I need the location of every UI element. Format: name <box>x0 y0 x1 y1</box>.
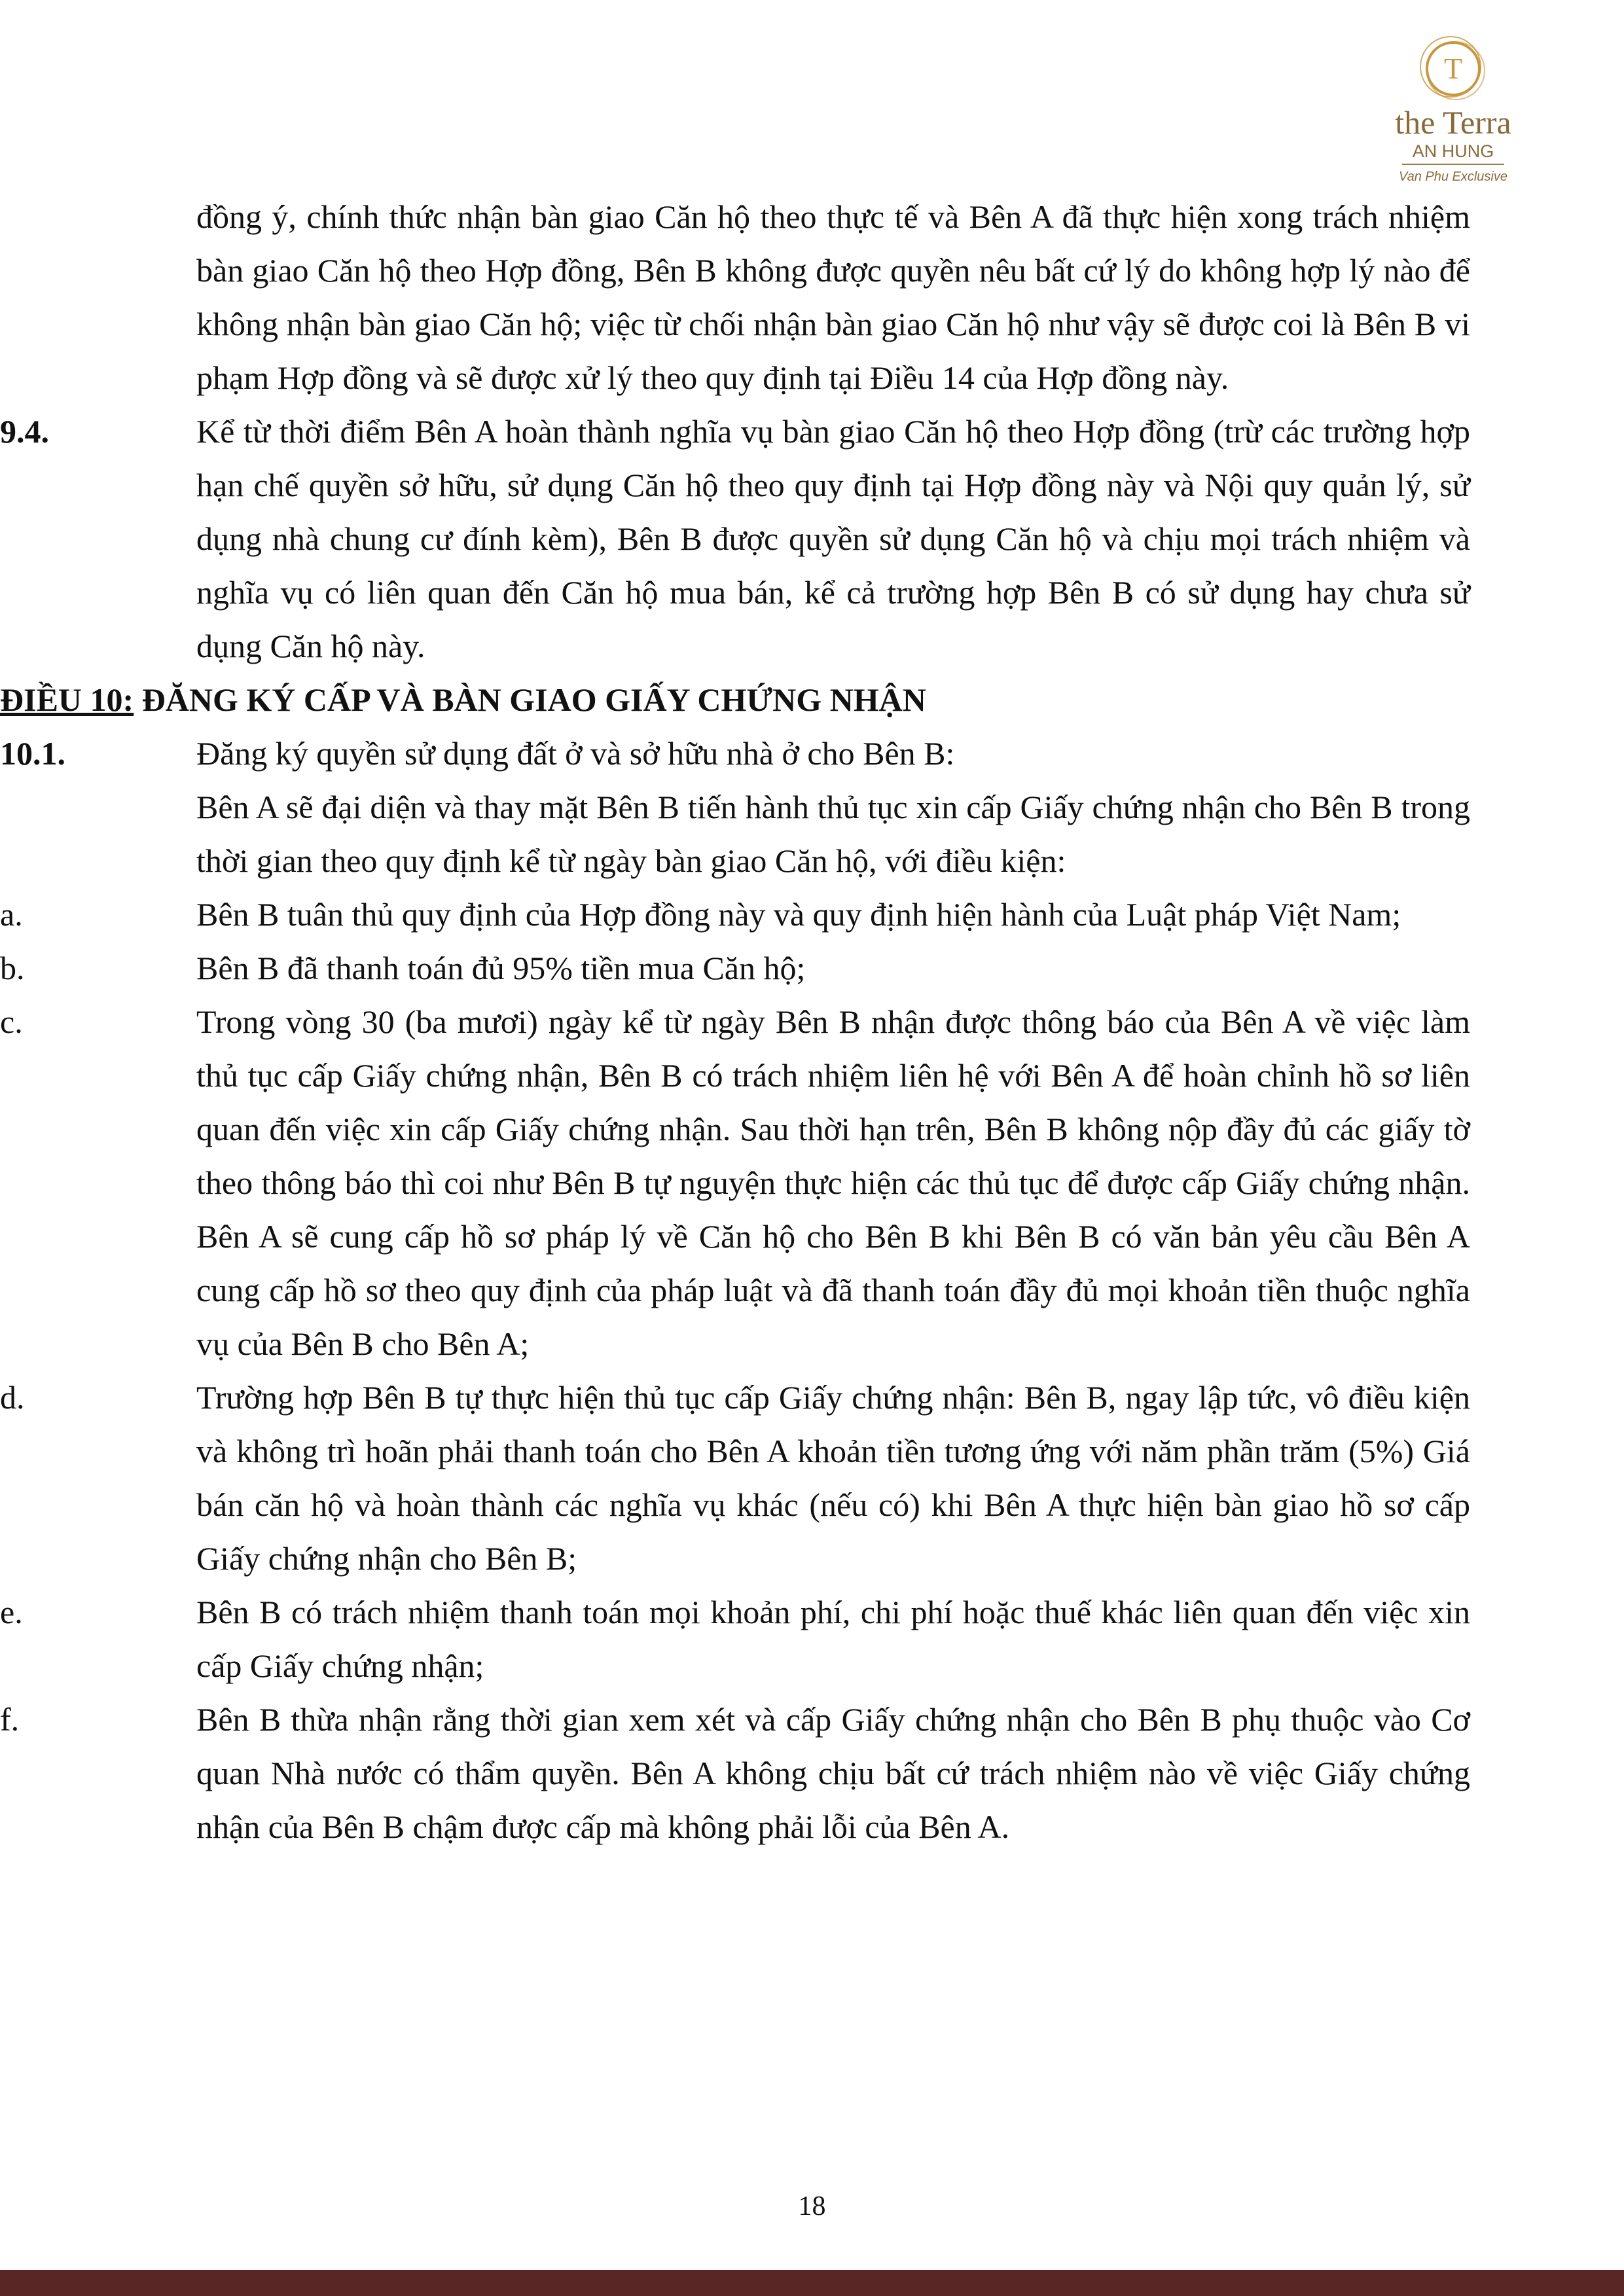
logo-tagline: Van Phu Exclusive <box>1398 170 1507 184</box>
list-item-label: f. <box>0 1701 20 1738</box>
clause-9-4 <box>0 404 1470 673</box>
list-item <box>0 1693 1470 1854</box>
continuation-paragraph: đồng ý, chính thức nhận bàn giao Căn hộ theo thực tế và Bên A đã thực hiện xong trách nhiệm bàn giao Căn hộ theo Hợp đồng, Bên B không được quyền nêu bất cứ lý do không hợp lý nào để không nhận bàn giao Căn hộ; việc từ chối nhận bàn giao Căn hộ như vậy sẽ được coi là Bên B vi phạm Hợp đồng và sẽ được xử lý theo quy định tại Điều 14 của Hợp đồng này. <box>196 198 1470 396</box>
list-item-label: b. <box>0 950 25 986</box>
list-item-text: Bên B tuân thủ quy định của Hợp đồng này và quy định hiện hành của Luật pháp Việt Nam; <box>196 896 1401 933</box>
article-heading <box>0 673 1470 726</box>
list-item <box>0 888 1470 941</box>
list-item <box>0 1585 1470 1693</box>
clause-number: 10.1. <box>0 735 65 772</box>
list-item-label: a. <box>0 896 23 933</box>
list-item-text: Trường hợp Bên B tự thực hiện thủ tục cấp Giấy chứng nhận: Bên B, ngay lập tức, vô điều kiện và không trì hoãn phải thanh toán cho Bên A khoản tiền tương ứng với năm phần trăm (5%) Giá bán căn hộ và hoàn thành các nghĩa vụ khác (nếu có) khi Bên A thực hiện bàn giao hồ sơ cấp Giấy chứng nhận cho Bên B; <box>196 1379 1470 1577</box>
clause-text: Kể từ thời điểm Bên A hoàn thành nghĩa vụ bàn giao Căn hộ theo Hợp đồng (trừ các trường hợp hạn chế quyền sở hữu, sử dụng Căn hộ theo quy định tại Hợp đồng này và Nội quy quản lý, sử dụng nhà chung cư đính kèm), Bên B được quyền sử dụng Căn hộ và chịu mọi trách nhiệm và nghĩa vụ có liên quan đến Căn hộ mua bán, kể cả trường hợp Bên B có sử dụng hay chưa sử dụng Căn hộ này. <box>196 413 1470 664</box>
list-item <box>0 995 1470 1371</box>
logo-subtitle: AN HUNG <box>1412 141 1494 161</box>
list-item-label: c. <box>0 1003 23 1040</box>
clause-10-1 <box>0 726 1470 780</box>
clause-10-1-intro: Bên A sẽ đại diện và thay mặt Bên B tiến hành thủ tục xin cấp Giấy chứng nhận cho Bên B trong thời gian theo quy định kể từ ngày bàn giao Căn hộ, với điều kiện: <box>196 789 1470 879</box>
list-item <box>0 1371 1470 1585</box>
document-body <box>0 190 1470 1854</box>
article-label: ĐIỀU 10: <box>0 681 134 718</box>
list-item-text: Bên B có trách nhiệm thanh toán mọi khoản phí, chi phí hoặc thuế khác liên quan đến việc xin cấp Giấy chứng nhận; <box>196 1594 1470 1684</box>
list-item <box>0 941 1470 995</box>
clause-title: Đăng ký quyền sử dụng đất ở và sở hữu nhà ở cho Bên B: <box>196 735 955 772</box>
logo-divider <box>1402 164 1504 165</box>
logo-name: the Terra <box>1395 104 1511 141</box>
list-item-text: Bên B thừa nhận rằng thời gian xem xét và cấp Giấy chứng nhận cho Bên B phụ thuộc vào Cơ quan Nhà nước có thẩm quyền. Bên A không chịu bất cứ trách nhiệm nào về việc Giấy chứng nhận của Bên B chậm được cấp mà không phải lỗi của Bên A. <box>196 1701 1470 1845</box>
brand-logo <box>1375 33 1532 190</box>
logo-emblem-icon <box>1407 33 1499 111</box>
logo-monogram: T <box>1443 52 1463 85</box>
page-number: 18 <box>798 2191 826 2221</box>
footer-bar <box>0 2270 1624 2296</box>
clause-number: 9.4. <box>0 413 49 450</box>
list-item-text: Bên B đã thanh toán đủ 95% tiền mua Căn hộ; <box>196 950 806 986</box>
list-item-text: Trong vòng 30 (ba mươi) ngày kể từ ngày Bên B nhận được thông báo của Bên A về việc làm thủ tục cấp Giấy chứng nhận, Bên B có trách nhiệm liên hệ với Bên A để hoàn chỉnh hồ sơ liên quan đến việc xin cấp Giấy chứng nhận. Sau thời hạn trên, Bên B không nộp đầy đủ các giấy tờ theo thông báo thì coi như Bên B tự nguyện thực hiện các thủ tục để được cấp Giấy chứng nhận. Bên A sẽ cung cấp hồ sơ pháp lý về Căn hộ cho Bên B khi Bên B có văn bản yêu cầu Bên A cung cấp hồ sơ theo quy định của pháp luật và đã thanh toán đầy đủ mọi khoản tiền thuộc nghĩa vụ của Bên B cho Bên A; <box>196 1003 1470 1362</box>
list-item-label: e. <box>0 1594 23 1630</box>
list-item-label: d. <box>0 1379 25 1416</box>
article-title: ĐĂNG KÝ CẤP VÀ BÀN GIAO GIẤY CHỨNG NHẬN <box>134 681 926 718</box>
